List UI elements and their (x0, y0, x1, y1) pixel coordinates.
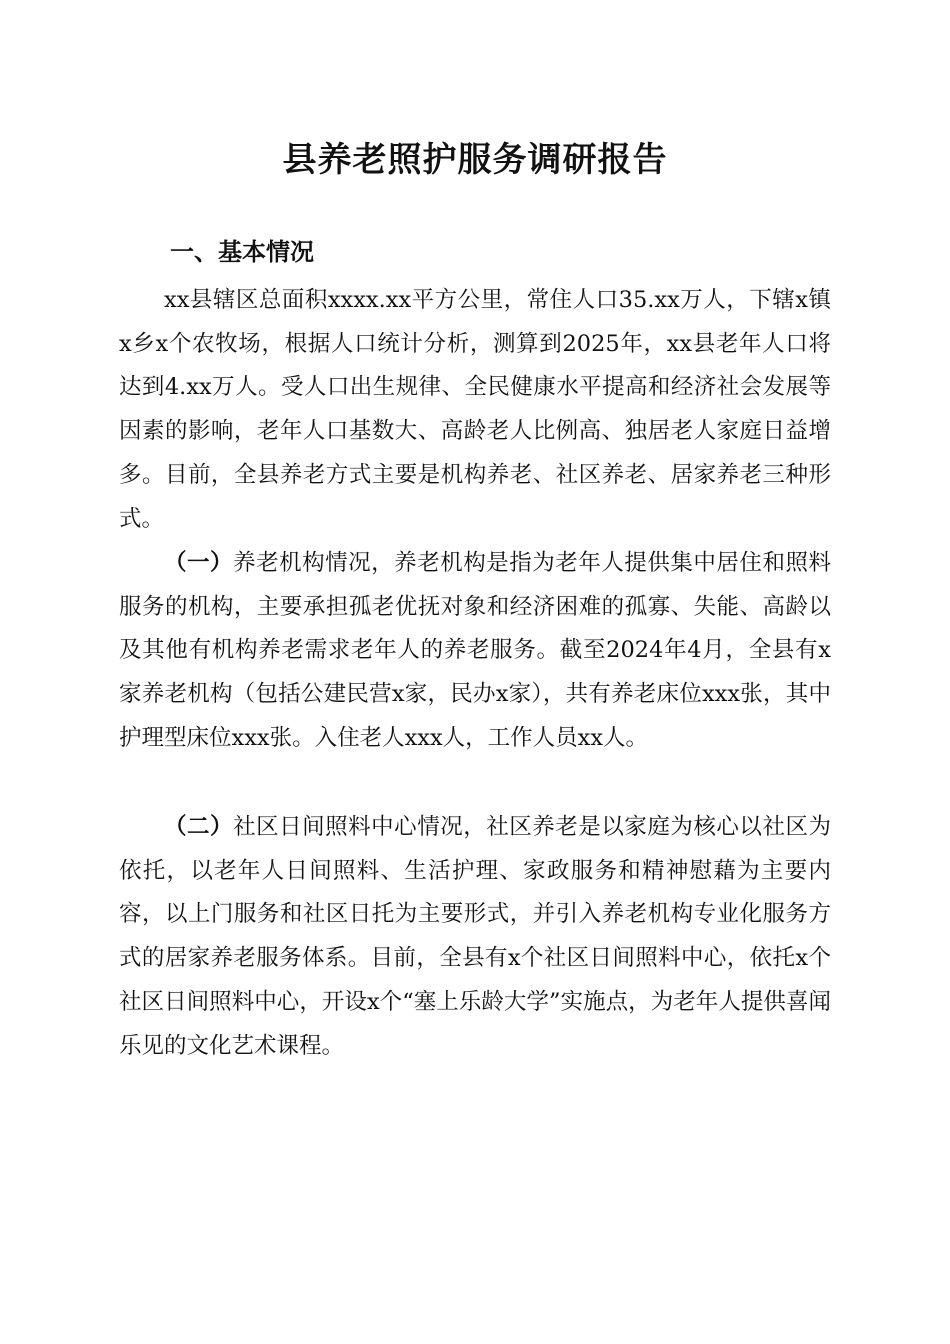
paragraph-community-daycare (119, 806, 831, 1068)
paragraph-elderly-institutions (119, 542, 831, 761)
page-title: 县养老照护服务调研报告 (282, 140, 668, 180)
subsection-label: （二） (164, 814, 234, 840)
paragraph-basic-info (119, 279, 831, 541)
section-heading: 一、基本情况 (170, 238, 314, 266)
subsection-label: （一） (164, 550, 234, 576)
paragraph-text: xx县辖区总面积xxxx.xx平方公里，常住人口35.xx万人，下辖x镇x乡x个农牧场，根据人口统计分析，测算到2025年，xx县老年人口将达到4.xx万人。受人口出生规律、全民健康水平提高和经济社会发展等因素的影响，老年人口基数大、高龄老人比例高、独居老人家庭日益增多。目前，全县养老方式主要是机构养老、社区养老、居家养老三种形式。 (119, 287, 831, 532)
paragraph-text: 社区日间照料中心情况，社区养老是以家庭为核心以社区为依托，以老年人日间照料、生活护理、家政服务和精神慰藉为主要内容，以上门服务和社区日托为主要形式，并引入养老机构专业化服务方式的居家养老服务体系。目前，全县有x个社区日间照料中心，依托x个社区日间照料中心，开设x个“塞上乐龄大学”实施点，为老年人提供喜闻乐见的文化艺术课程。 (119, 814, 831, 1059)
paragraph-text: 养老机构情况，养老机构是指为老年人提供集中居住和照料服务的机构，主要承担孤老优抚对象和经济困难的孤寡、失能、高龄以及其他有机构养老需求老年人的养老服务。截至2024年4月，全县有x家养老机构（包括公建民营x家，民办x家），共有养老床位xxx张，其中护理型床位xxx张。入住老人xxx人，工作人员xx人。 (119, 550, 831, 751)
